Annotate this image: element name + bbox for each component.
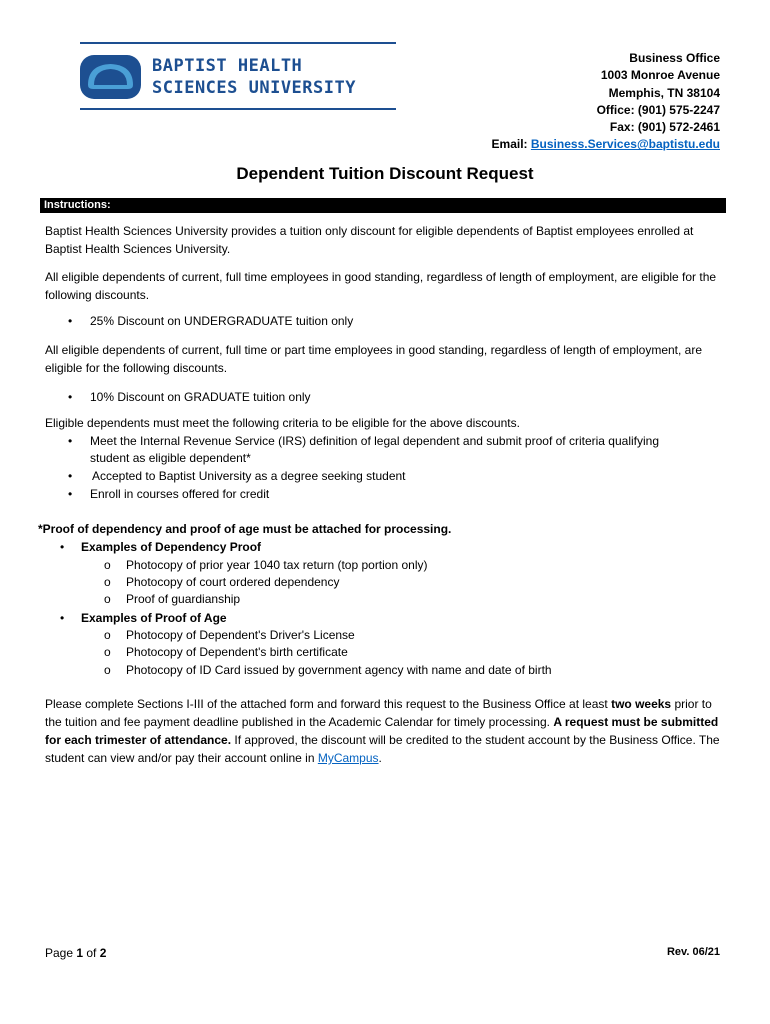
undergrad-discount-item: 25% Discount on UNDERGRADUATE tuition only bbox=[90, 314, 354, 328]
page-prefix: Page bbox=[45, 946, 77, 960]
criteria-item-3: Enroll in courses offered for credit bbox=[90, 487, 270, 501]
criteria-item-1: Meet the Internal Revenue Service (IRS) definition of legal dependent and submit proof of criteria qualifying bbox=[90, 434, 659, 448]
sub-bullet: o bbox=[104, 663, 111, 677]
bullet: • bbox=[68, 469, 73, 483]
age-heading: Examples of Proof of Age bbox=[81, 611, 227, 625]
sub-bullet: o bbox=[104, 575, 111, 589]
age-item-2: Photocopy of Dependent's birth certificate bbox=[126, 645, 348, 659]
criteria-item-2: Accepted to Baptist University as a degree seeking student bbox=[92, 469, 406, 483]
logo-top-rule bbox=[80, 42, 396, 44]
criteria-item-1-cont: student as eligible dependent* bbox=[90, 451, 251, 465]
trimester-emphasis: A request must be submitted for each trimester of attendance. bbox=[45, 715, 719, 747]
office-name: Business Office bbox=[629, 51, 720, 65]
dependency-item-3: Proof of guardianship bbox=[126, 592, 241, 606]
criteria-intro: Eligible dependents must meet the following criteria to be eligible for the above discounts. bbox=[45, 416, 520, 430]
dependency-heading: Examples of Dependency Proof bbox=[81, 540, 262, 554]
dependency-item-2: Photocopy of court ordered dependency bbox=[126, 575, 340, 589]
age-item-3: Photocopy of ID Card issued by government agency with name and date of birth bbox=[126, 663, 552, 677]
bullet: • bbox=[68, 390, 73, 404]
grad-discount-item: 10% Discount on GRADUATE tuition only bbox=[90, 390, 311, 404]
email-label: Email: bbox=[491, 137, 531, 152]
email-link[interactable]: Business.Services@baptistu.edu bbox=[530, 137, 720, 152]
bullet: • bbox=[68, 314, 73, 328]
closing-text-3: If approved, the discount will be credited to the student account by the Business Office. The student can view and/or pay their account online in bbox=[45, 733, 720, 765]
sub-bullet: o bbox=[104, 558, 111, 572]
age-item-1: Photocopy of Dependent's Driver's License bbox=[126, 628, 355, 642]
logo-line-2: SCIENCES UNIVERSITY bbox=[152, 78, 356, 98]
bullet: • bbox=[60, 611, 65, 625]
address-block bbox=[492, 50, 720, 154]
proof-note: *Proof of dependency and proof of age must be attached for processing. bbox=[38, 522, 452, 536]
total-pages: 2 bbox=[99, 946, 107, 960]
full-time-paragraph: All eligible dependents of current, full time employees in good standing, regardless of length of employment, are eligible for the following discounts. bbox=[45, 270, 717, 302]
closing-text-1: Please complete Sections I-III of the attached form and forward this request to the Business Office at least bbox=[45, 697, 612, 711]
dependency-item-1: Photocopy of prior year 1040 tax return (top portion only) bbox=[126, 558, 428, 572]
intro-paragraph: Baptist Health Sciences University provides a tuition only discount for eligible dependents of Baptist employees enrolled at Baptist Health Sciences University. bbox=[45, 224, 694, 256]
bullet: • bbox=[68, 434, 73, 448]
logo-line-1: BAPTIST HEALTH bbox=[152, 56, 303, 76]
bullet: • bbox=[68, 487, 73, 501]
mycampus-link[interactable]: MyCampus bbox=[317, 751, 379, 765]
current-page: 1 bbox=[76, 946, 84, 960]
logo-bottom-rule bbox=[80, 108, 396, 110]
page-of: of bbox=[83, 946, 100, 960]
closing-text-2: prior to the tuition and fee payment deadline published in the Academic Calendar for timely processing. bbox=[45, 697, 712, 729]
street-address: 1003 Monroe Avenue bbox=[600, 68, 720, 83]
page-title: Dependent Tuition Discount Request bbox=[236, 164, 534, 183]
closing-paragraph bbox=[45, 695, 725, 767]
two-weeks-emphasis: two weeks bbox=[611, 697, 672, 711]
part-time-paragraph: All eligible dependents of current, full time or part time employees in good standing, regardless of length of employment, are eligible for the following discounts. bbox=[45, 343, 703, 375]
sub-bullet: o bbox=[104, 628, 111, 642]
office-phone: Office: (901) 575-2247 bbox=[596, 102, 720, 117]
revision-label: Rev. 06/21 bbox=[666, 946, 720, 958]
sub-bullet: o bbox=[104, 592, 111, 606]
page-number bbox=[45, 946, 106, 960]
fax-number: Fax: (901) 572-2461 bbox=[609, 120, 720, 135]
closing-end: . bbox=[378, 751, 382, 765]
sub-bullet: o bbox=[104, 645, 111, 659]
email-line bbox=[492, 136, 720, 153]
logo-shield-icon bbox=[80, 55, 141, 99]
city-state-zip: Memphis, TN 38104 bbox=[608, 85, 720, 100]
instructions-bar: Instructions: bbox=[40, 198, 726, 213]
bullet: • bbox=[60, 540, 65, 554]
